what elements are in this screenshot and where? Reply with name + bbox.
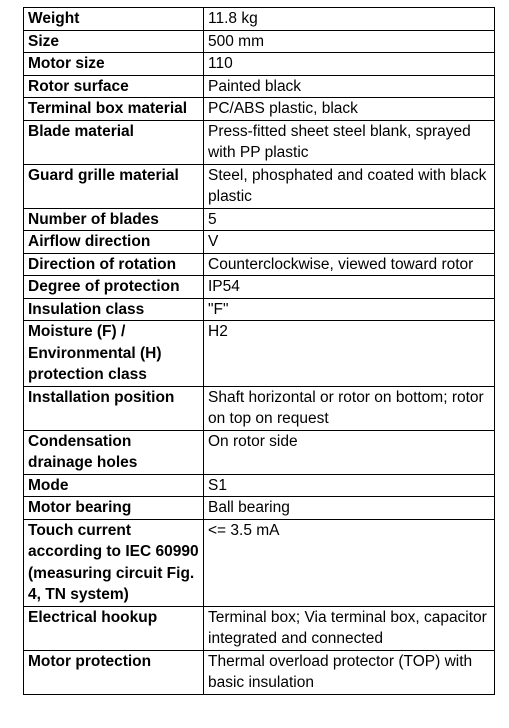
table-row: [24, 8, 495, 31]
spec-label: Degree of protection: [24, 276, 204, 299]
spec-value: V: [204, 231, 495, 254]
table-row: [24, 497, 495, 520]
spec-label: Moisture (F) / Environmental (H) protection class: [24, 321, 204, 387]
table-row: [24, 474, 495, 497]
table-row: [24, 53, 495, 76]
spec-value: H2: [204, 321, 495, 387]
spec-value: 110: [204, 53, 495, 76]
spec-label: Terminal box material: [24, 98, 204, 121]
spec-value: Terminal box; Via terminal box, capacitor integrated and connected: [204, 606, 495, 650]
table-row: [24, 231, 495, 254]
table-row: [24, 164, 495, 208]
table-row: [24, 650, 495, 694]
table-row: [24, 98, 495, 121]
spec-label: Installation position: [24, 386, 204, 430]
spec-label: Motor protection: [24, 650, 204, 694]
spec-value: <= 3.5 mA: [204, 519, 495, 606]
spec-label: Blade material: [24, 120, 204, 164]
spec-value: On rotor side: [204, 430, 495, 474]
spec-label: Insulation class: [24, 298, 204, 321]
spec-label: Motor bearing: [24, 497, 204, 520]
spec-label: Direction of rotation: [24, 253, 204, 276]
table-row: [24, 120, 495, 164]
spec-value: 5: [204, 208, 495, 231]
table-row: [24, 519, 495, 606]
spec-label: Mode: [24, 474, 204, 497]
spec-value: PC/ABS plastic, black: [204, 98, 495, 121]
table-row: [24, 30, 495, 53]
table-row: [24, 276, 495, 299]
spec-value: "F": [204, 298, 495, 321]
table-row: [24, 208, 495, 231]
spec-label: Electrical hookup: [24, 606, 204, 650]
spec-label: Weight: [24, 8, 204, 31]
spec-value: Shaft horizontal or rotor on bottom; rotor on top on request: [204, 386, 495, 430]
table-row: [24, 606, 495, 650]
table-row: [24, 321, 495, 387]
spec-label: Motor size: [24, 53, 204, 76]
table-row: [24, 253, 495, 276]
table-row: [24, 298, 495, 321]
table-row: [24, 386, 495, 430]
spec-value: Press-fitted sheet steel blank, sprayed with PP plastic: [204, 120, 495, 164]
spec-label: Size: [24, 30, 204, 53]
spec-value: 11.8 kg: [204, 8, 495, 31]
table-row: [24, 430, 495, 474]
spec-value: Ball bearing: [204, 497, 495, 520]
spec-value: Counterclockwise, viewed toward rotor: [204, 253, 495, 276]
spec-value: S1: [204, 474, 495, 497]
spec-value: IP54: [204, 276, 495, 299]
table-row: [24, 75, 495, 98]
spec-value: Painted black: [204, 75, 495, 98]
spec-label: Airflow direction: [24, 231, 204, 254]
spec-label: Rotor surface: [24, 75, 204, 98]
spec-label: Guard grille material: [24, 164, 204, 208]
spec-value: Steel, phosphated and coated with black plastic: [204, 164, 495, 208]
spec-value: Thermal overload protector (TOP) with basic insulation: [204, 650, 495, 694]
spec-table: [23, 7, 495, 695]
spec-label: Condensation drainage holes: [24, 430, 204, 474]
spec-label: Touch current according to IEC 60990 (measuring circuit Fig. 4, TN system): [24, 519, 204, 606]
spec-value: 500 mm: [204, 30, 495, 53]
spec-label: Number of blades: [24, 208, 204, 231]
